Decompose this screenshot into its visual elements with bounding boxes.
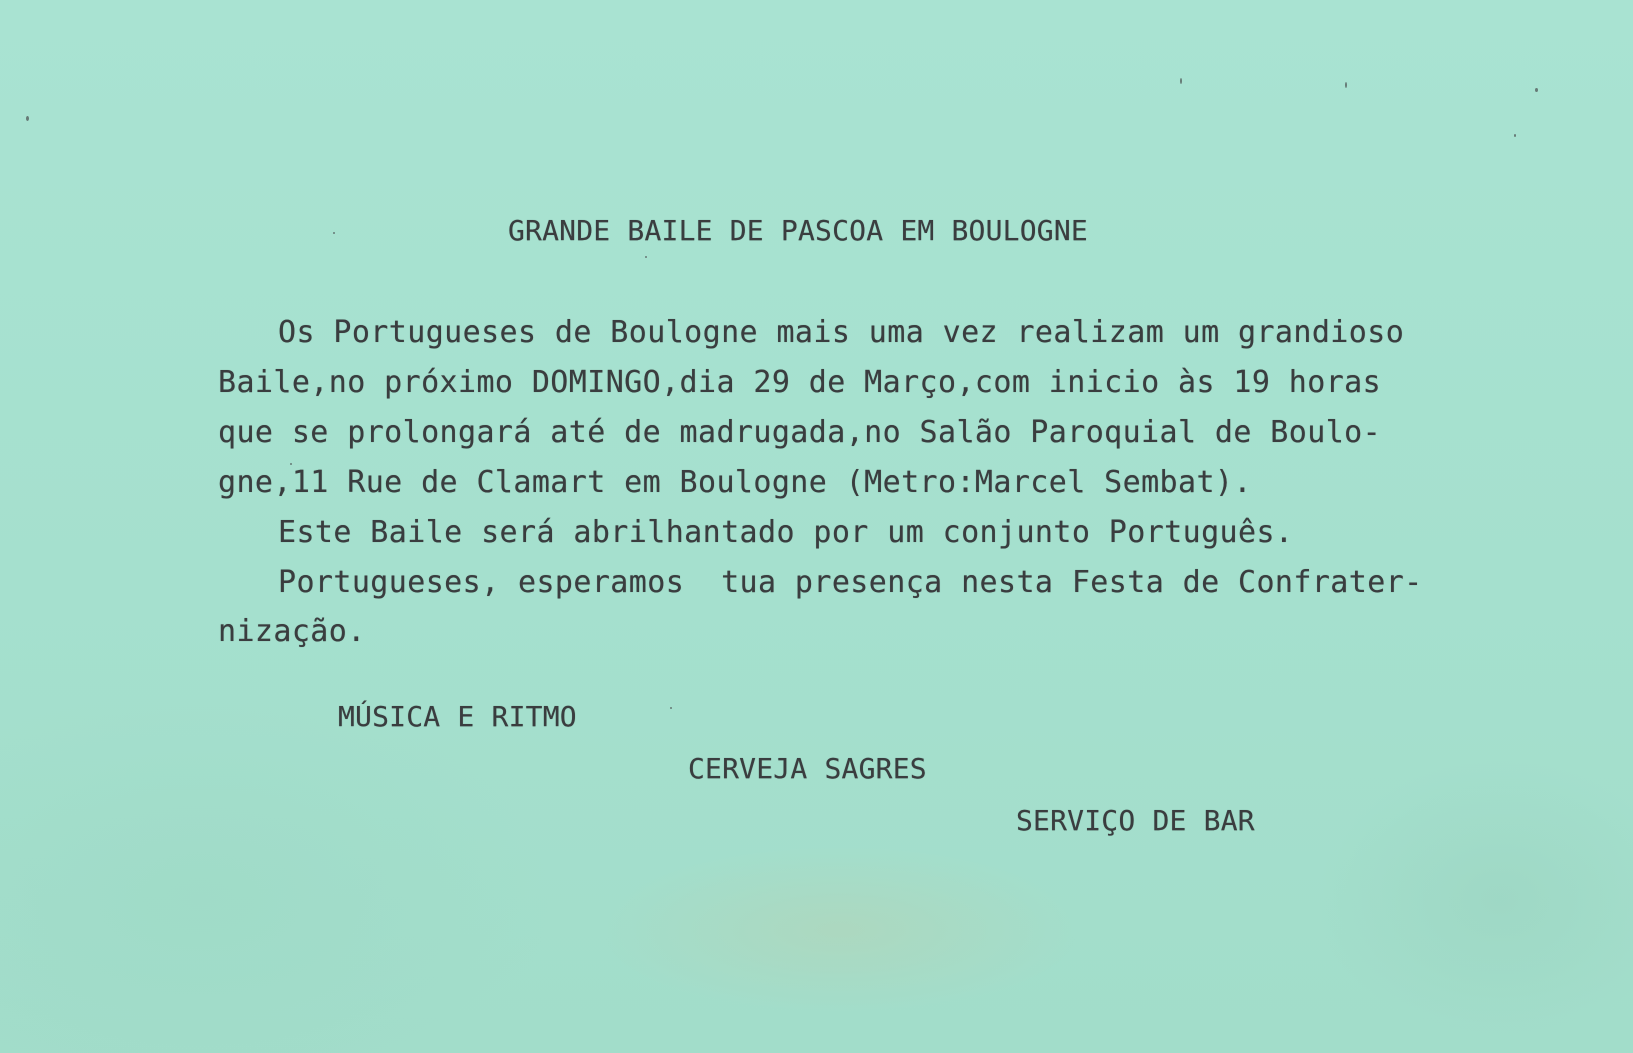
feature-beer: CERVEJA SAGRES — [688, 752, 927, 785]
body-line: que se prolongará até de madrugada,no Salão Paroquial de Boulo- — [218, 415, 1382, 450]
ink-speck — [26, 116, 29, 121]
ink-speck — [1345, 82, 1347, 88]
ink-speck — [645, 256, 647, 258]
ink-speck — [1180, 78, 1182, 84]
body-line: nização. — [218, 614, 366, 649]
body-line: Portugueses, esperamos tua presença nesta Festa de Confrater- — [278, 565, 1423, 600]
ink-speck — [670, 707, 672, 709]
body-line: Os Portugueses de Boulogne mais uma vez realizam um grandioso — [278, 315, 1405, 350]
body-line: Baile,no próximo DOMINGO,dia 29 de Março,com inicio às 19 horas — [218, 365, 1382, 400]
document-title: GRANDE BAILE DE PASCOA EM BOULOGNE — [508, 214, 1088, 247]
feature-bar: SERVIÇO DE BAR — [1016, 804, 1255, 837]
feature-music: MÚSICA E RITMO — [338, 700, 577, 733]
ink-speck — [290, 463, 292, 465]
ink-speck — [1514, 134, 1516, 137]
ink-speck — [333, 232, 335, 234]
body-line: Este Baile será abrilhantado por um conjunto Português. — [278, 515, 1294, 550]
body-line: gne,11 Rue de Clamart em Boulogne (Metro:Marcel Sembat). — [218, 465, 1252, 500]
ink-speck — [1535, 88, 1538, 92]
